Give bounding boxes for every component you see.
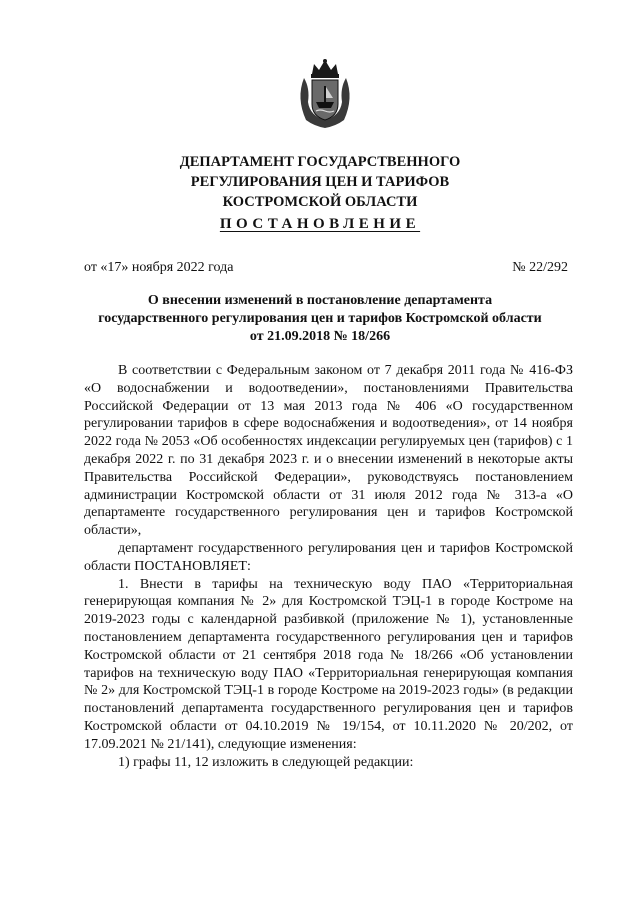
organization-name xyxy=(0,152,640,212)
body-paragraph-preamble: В соответствии с Федеральным законом от 7 декабря 2011 года № 416-ФЗ «О водоснабжении и водоотведении», постановлениями Правительства Российской Федерации от 13 мая 2013 года № 406 «О государственном регулировании тарифов в сфере водоснабжения и водоотведения», от 14 ноября 2022 года № 2053 «Об особенностях индексации регулируемых цен (тарифов) с 1 декабря 2022 г. по 31 декабря 2023 г. и о внесении изменений в некоторые акты Правительства Российской Федерации», руководствуясь постановлением администрации Костромской области от 31 июля 2012 года № 313-а «О департаменте государственного регулирования цен и тарифов Костромской области», xyxy=(84,363,573,539)
body-paragraph-resolves: департамент государственного регулирования цен и тарифов Костромской области ПОСТАНОВЛЯЕТ: xyxy=(84,540,573,574)
org-line-3: КОСТРОМСКОЙ ОБЛАСТИ xyxy=(222,194,418,210)
body-paragraph-subitem-1: 1) графы 11, 12 изложить в следующей редакции: xyxy=(118,754,414,770)
subject-line-3: от 21.09.2018 № 18/266 xyxy=(249,329,391,344)
document-date: от «17» ноября 2022 года xyxy=(84,260,234,275)
kostroma-region-coat-of-arms-icon xyxy=(294,58,356,130)
document-subject xyxy=(60,292,580,346)
subject-line-1: О внесении изменений в постановление департамента xyxy=(147,293,493,308)
body-paragraph-item-1: 1. Внести в тарифы на техническую воду ПАО «Территориальная генерирующая компания № 2» для Костромской ТЭЦ-1 в городе Костроме на 2019-2023 годы с календарной разбивкой (приложение № 1), установленные постановлением департамента государственного регулирования цен и тарифов Костромской области от 21 сентября 2018 года № 18/266 «Об установлении тарифов на техническую воду ПАО «Территориальная генерирующая компания № 2» для Костромской ТЭЦ-1 в городе Костроме на 2019-2023 годы» (в редакции постановлений департамента государственного регулирования цен и тарифов Костромской области от 04.10.2019 № 19/154, от 10.11.2020 № 20/202, от 17.09.2021 № 21/141), следующие изменения: xyxy=(84,576,573,752)
org-line-1: ДЕПАРТАМЕНТ ГОСУДАРСТВЕННОГО xyxy=(179,154,461,170)
document-type-title: ПОСТАНОВЛЕНИЕ xyxy=(219,216,421,232)
document-number: № 22/292 xyxy=(512,260,568,275)
subject-line-2: государственного регулирования цен и тарифов Костромской области xyxy=(98,311,542,326)
document-body xyxy=(84,362,573,771)
org-line-2: РЕГУЛИРОВАНИЯ ЦЕН И ТАРИФОВ xyxy=(190,174,450,190)
